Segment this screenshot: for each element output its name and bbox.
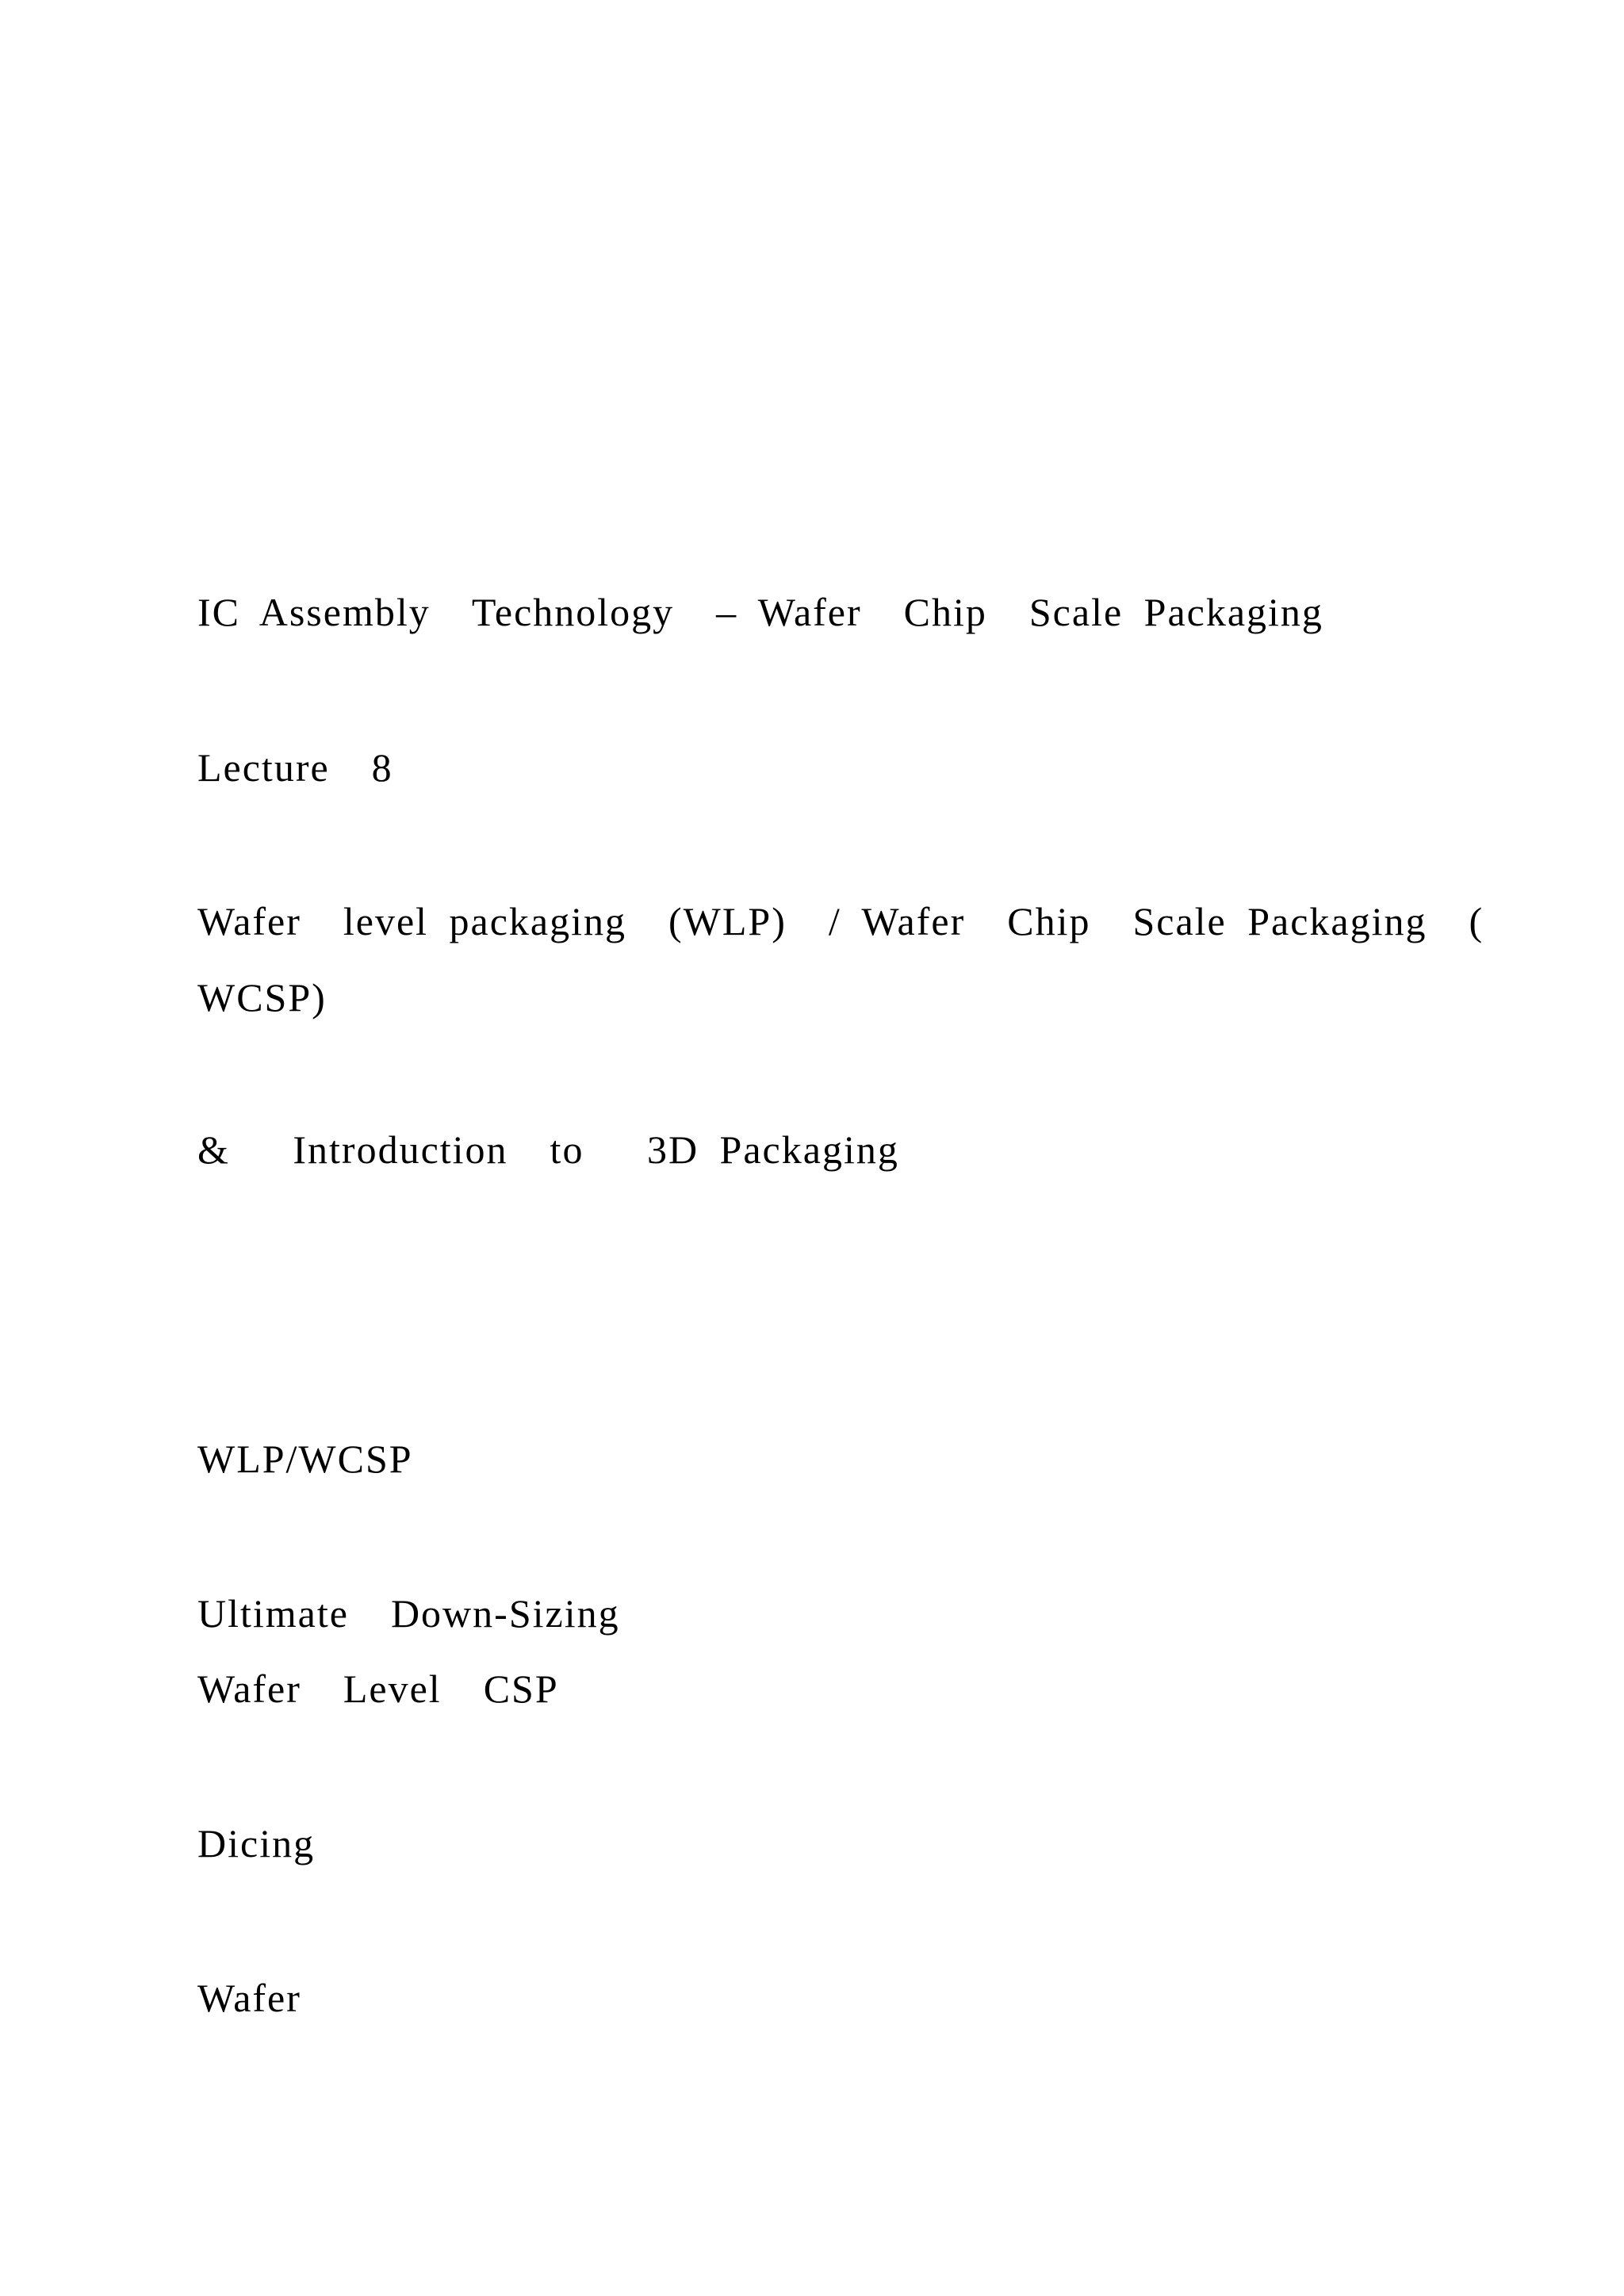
subtitle-line-3: & Introduction to 3D Packaging [197, 1127, 899, 1172]
subtitle-line-1: Wafer level packaging (WLP) / Wafer Chip Scale Packaging ( [197, 899, 1484, 943]
text-wafer: Wafer [197, 1976, 301, 2020]
lecture-number: Lecture 8 [197, 745, 393, 790]
document-title: IC Assembly Technology – Wafer Chip Scale Packaging [197, 590, 1323, 634]
text-dicing: Dicing [197, 1821, 316, 1866]
text-wafer-level-csp: Wafer Level CSP [197, 1667, 559, 1711]
section-heading: WLP/WCSP [197, 1437, 413, 1481]
text-ultimate-down-sizing: Ultimate Down-Sizing [197, 1591, 620, 1636]
subtitle-line-2: WCSP) [197, 975, 327, 1020]
